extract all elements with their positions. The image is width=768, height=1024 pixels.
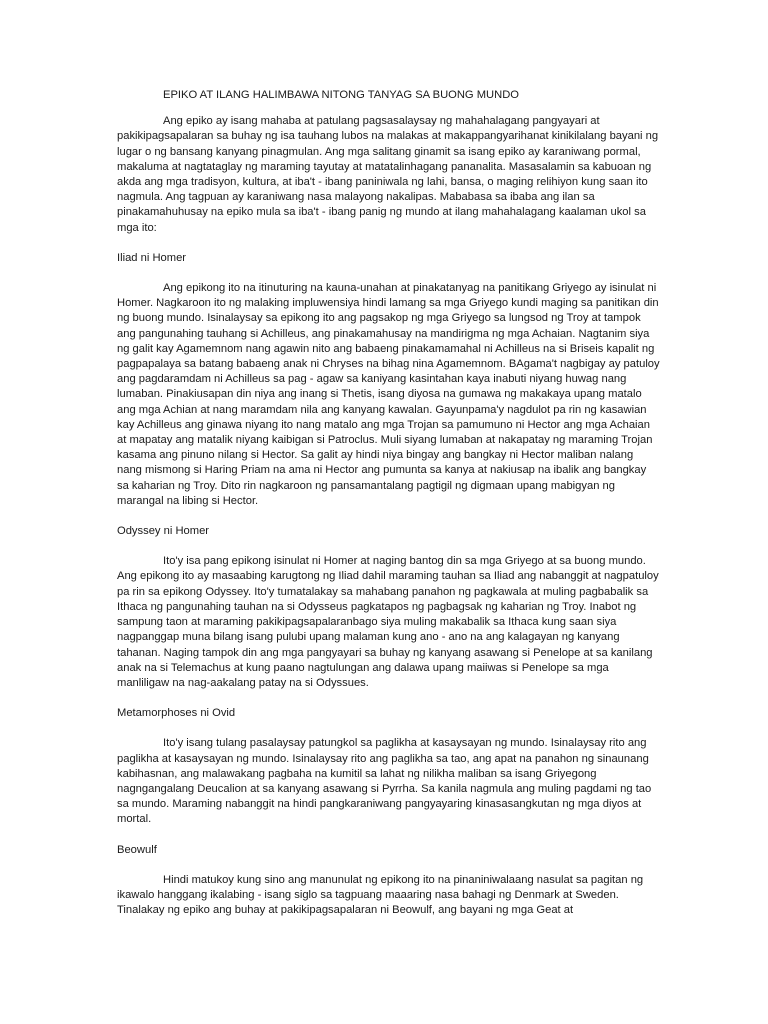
section-heading-odyssey: Odyssey ni Homer — [117, 525, 210, 538]
section-paragraph-iliad: Ang epikong ito na itinuturing na kauna-unahan at pinakatanyag na panitikang Griyego ay isinulat ni Homer. Nagkaroon ito ng malaking impluwensiya hindi lamang sa mga Griyego kundi maging sa panitikan din ng buong mundo. Isinalaysay sa epikong ito ang pagsakop ng mga Griyego sa lungsod ng Troy at tampok ang pangunahing tauhang si Achilleus, ang pinakamahusay na mandirigma ng mga Achaian. Nagtanim siya ng galit kay Agamemnom nang agawin nito ang babaeng pinakamamahal ni Achilleus na si Briseis kapalit ng pagpapalaya sa batang babaeng anak ni Chryses na bihag nina Agamemnom. BAgama't nagbigay ay patuloy ang pagdaramdam ni Achilleus sa pag - agaw sa kaniyang kasintahan kaya inabuti niyang huwag nang lumaban. Pinakiusapan din niya ang inang si Thetis, isang diyosa na gumawa ng makakaya upang matalo ang mga Achian at nang maramdam nila ang kanyang kawalan. Gayunpama'y nagdulot pa rin ng kasawian kay Achilleus ang ginawa niyang ito nang matalo ang mga Trojan sa pamumuno ni Hector ang mga Achaian at mapatay ang matalik niyang kaibigan si Patroclus. Muli siyang lumaban at nakapatay ng maraming Trojan kasama ang pinuno nilang si Hector. Sa galit ay hindi niya bingay ang bangkay ni Hector maliban nalang nang mismong si Haring Priam na ama ni Hector ang pumunta sa kanya at nakiusap na ibalik ang bangkay sa kaharian ng Troy. Dito rin nagkaroon ng pansamantalang pagtigil ng digmaan upang mabigyan ng marangal na libing si Hector. — [117, 282, 660, 507]
section-heading-beowulf: Beowulf — [117, 843, 157, 856]
section-heading-iliad: Iliad ni Homer — [117, 251, 187, 264]
section-paragraph-odyssey: Ito'y isa pang epikong isinulat ni Homer at naging bantog din sa mga Griyego at sa buong mundo. Ang epikong ito ay masaabing karugtong ng Iliad dahil maraming tauhan sa Iliad ang nabanggit at nagpatuloy pa rin sa epikong Odyssey. Ito'y tumatalakay sa mahabang panahon ng pagkawala at muling pagbabalik sa Ithaca ng pangunahing tauhan na si Odysseus pagkatapos ng pagbagsak ng kaharian ng Troy. Inabot ng sampung taon at maraming pakikipagsapalaranbago siya muling makabalik sa Ithaca kung saan siya nagpanggap muna bilang isang pulubi upang malaman kung ano - ano na ang kalagayan ng kanyang tahanan. Naging tampok din ang mga pangyayari sa buhay ng kanyang asawang si Penelope at sa kanilang anak na si Telemachus at kung paano nagtulungan ang dalawa upang maiiwas si Penelope sa mga manliligaw na nag-aakalang patay na si Odyssues. — [117, 555, 659, 689]
section-paragraph-beowulf: Hindi matukoy kung sino ang manunulat ng epikong ito na pinaniniwalaang nasulat sa pagitan ng ikawalo hanggang ikalabing - isang siglo sa tagpuang maaaring nasa bahagi ng Denmark at Sweden. Tinalakay ng epiko ang buhay at pakikipagsapalaran ni Beowulf, ang bayani ng mga Geat at — [117, 873, 644, 917]
section-heading-metamorphoses: Metamorphoses ni Ovid — [117, 707, 236, 720]
section-paragraph-metamorphoses: Ito'y isang tulang pasalaysay patungkol sa paglikha at kasaysayan ng mundo. Isinalaysay rito ang paglikha at kasaysayan ng mundo. Isinalaysay rito ang paglikha sa tao, ang apat na panahon ng sinaunang kabihasnan, ang malawakang pagbaha na kumitil sa lahat ng nilikha maliban sa isang Griyegong nagngangalang Deucalion at sa kanyang asawang si Pyrrha. Sa kanila nagmula ang muling pagdami ng tao sa mundo. Maraming nabanggit na hindi pangkaraniwang pangyayaring kinasasangkutan ng mga diyos at mortal. — [117, 737, 652, 826]
intro-paragraph: Ang epiko ay isang mahaba at patulang pagsasalaysay ng mahahalagang pangyayari at pakikipagsapalaran sa buhay ng isa tauhang lubos na malakas at makappangyarihanat kinikilalang bayani ng lugar o ng bansang kanyang pinagmulan. Ang mga salitang ginamit sa isang epiko ay karaniwang pormal, makaluma at nagtataglay ng maraming tayutay at matatalinhagang pananalita. Masasalamin sa kabuoan ng akda ang mga tradisyon, kultura, at iba't - ibang paniniwala ng lahi, bansa, o maging relihiyon kung saan ito nagmula. Ang tagpuan ay karaniwang nasa malayong nakalipas. Mababasa sa ibaba ang ilan sa pinakamahuhusay na epiko mula sa iba't - ibang panig ng mundo at ilang mahahalagang kaalaman ukol sa mga ito: — [117, 115, 659, 234]
document-title: EPIKO AT ILANG HALIMBAWA NITONG TANYAG SA BUONG MUNDO — [163, 89, 519, 101]
document-page — [117, 88, 660, 933]
